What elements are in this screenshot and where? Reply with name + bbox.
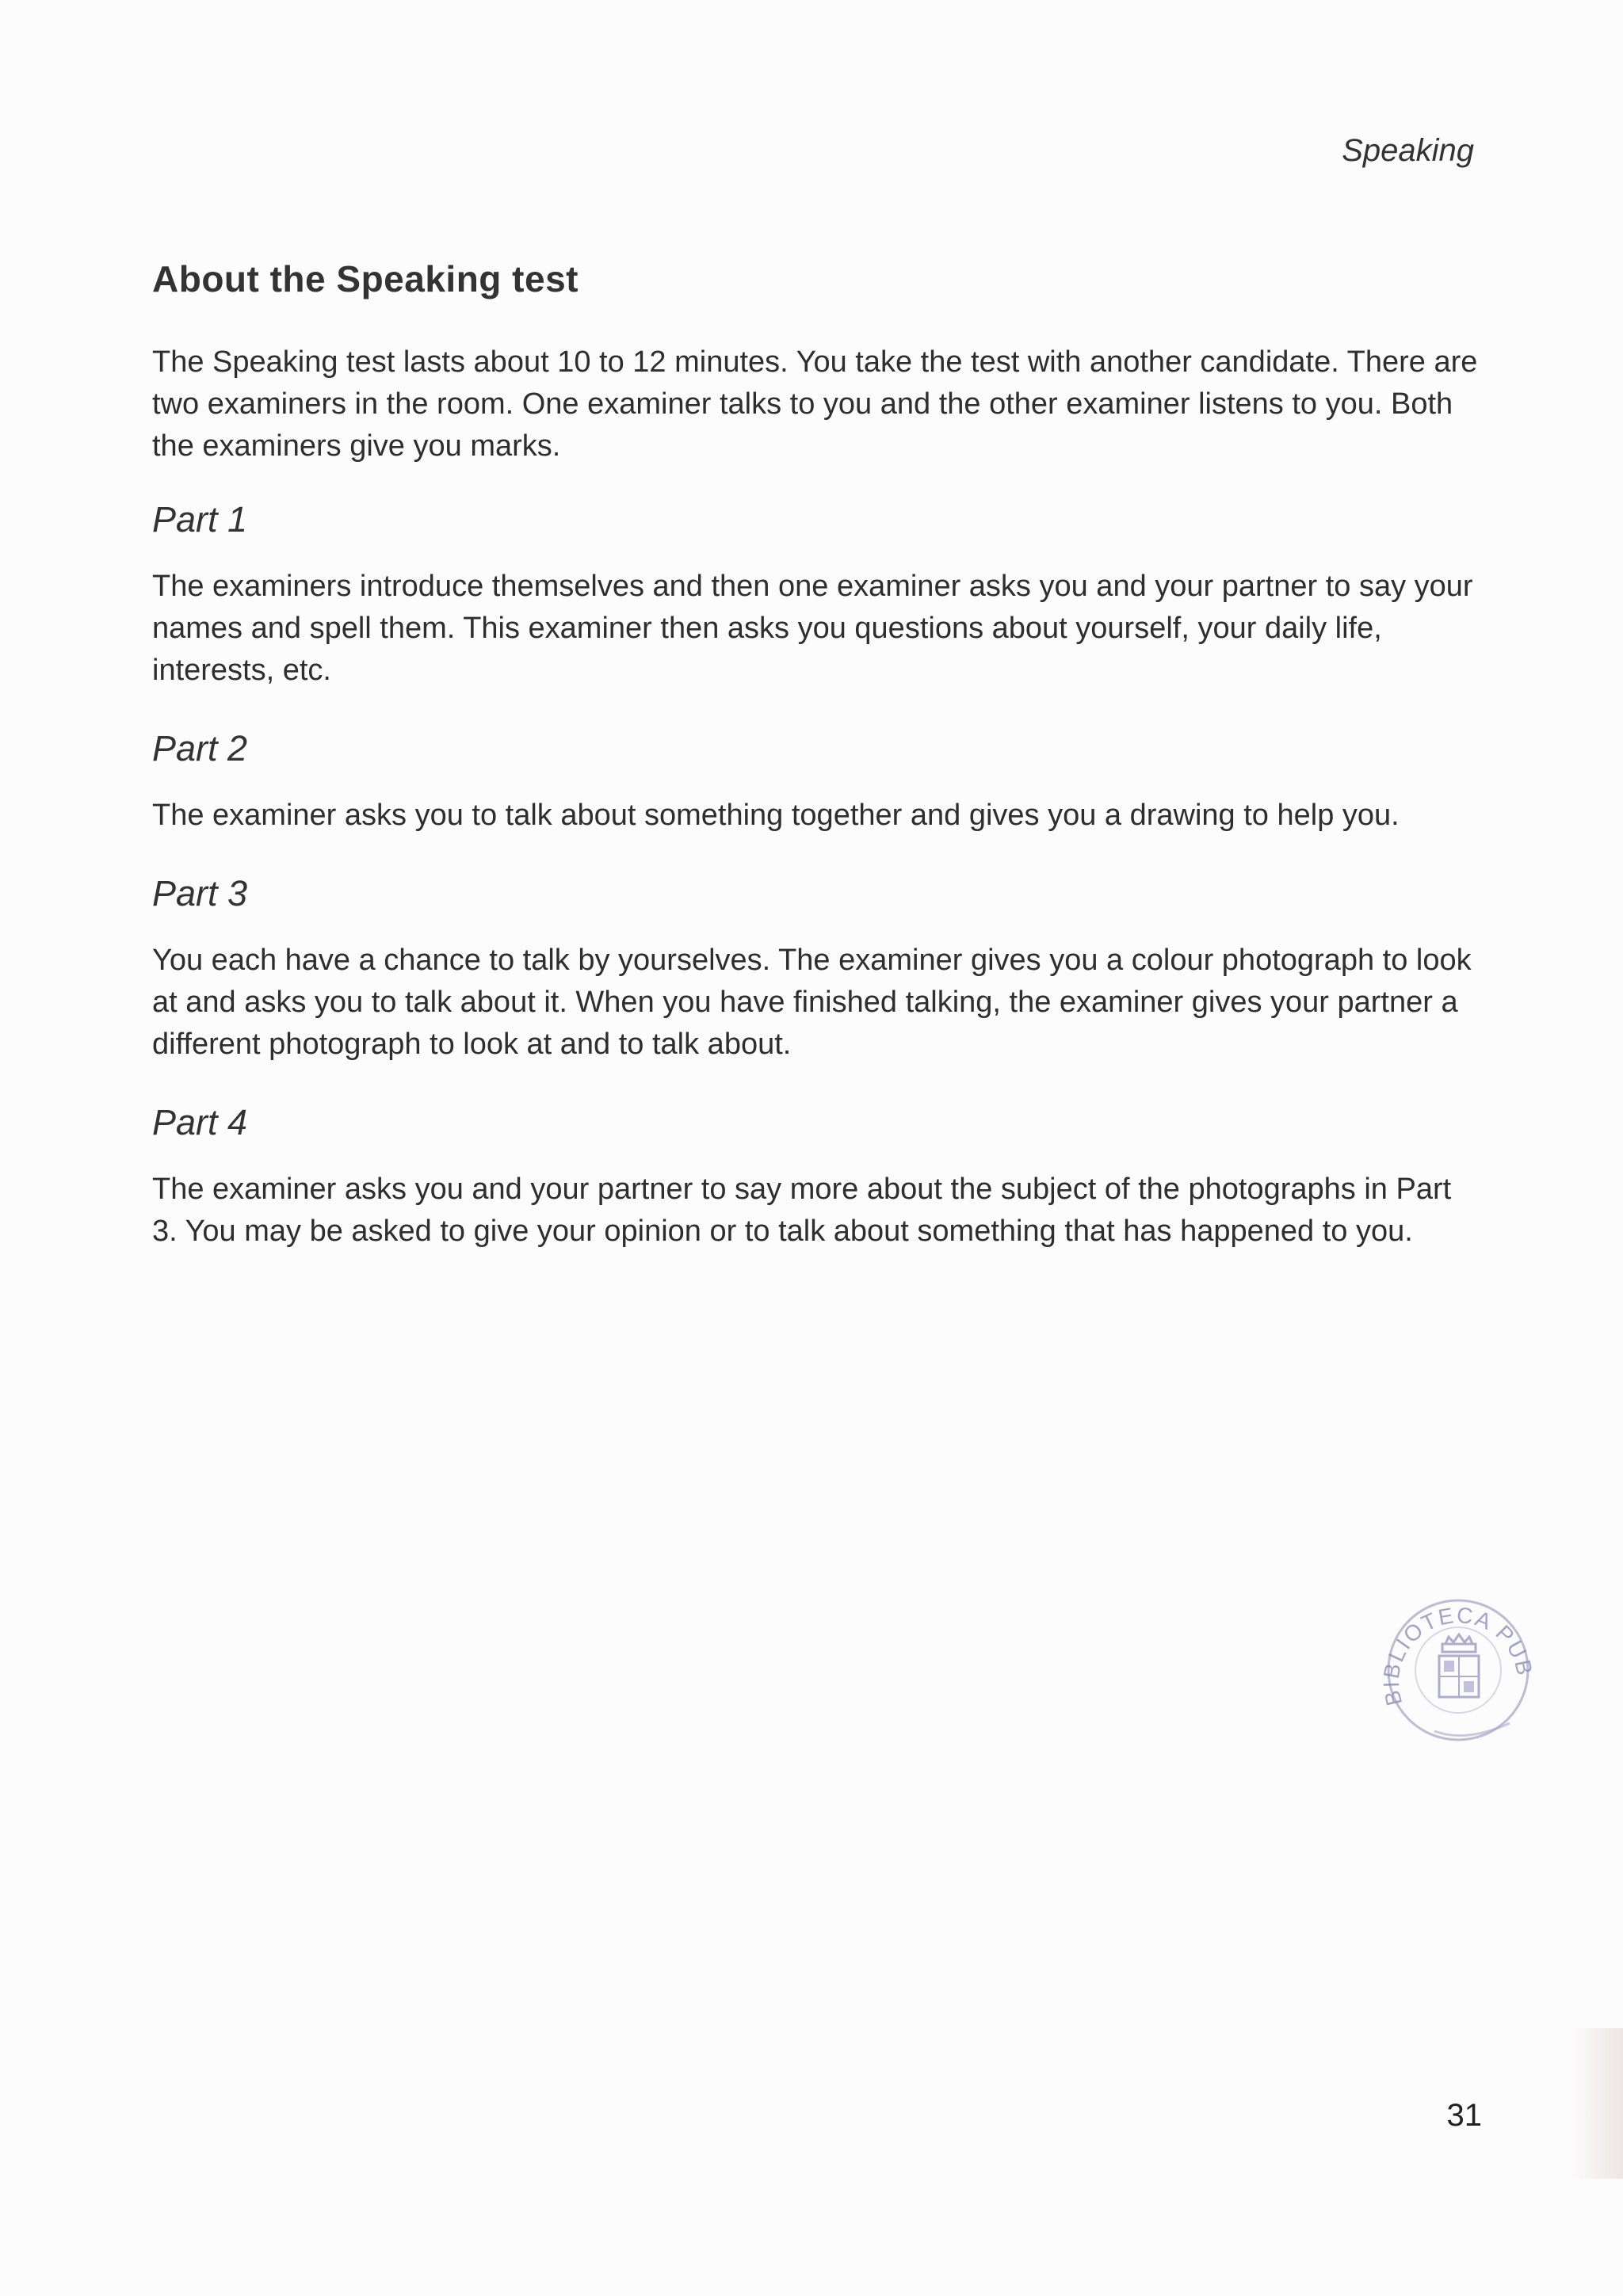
- section-part-1: [152, 496, 1484, 692]
- section-text: The examiner asks you to talk about something together and gives you a drawing to help you.: [152, 799, 1400, 832]
- library-stamp: [1379, 1585, 1537, 1751]
- intro-paragraph: The Speaking test lasts about 10 to 12 minutes. You take the test with another candidate. There are two examiners in the room. One examiner talks to you and the other examiner listens to you. Both the examiners give you marks.: [152, 345, 1478, 463]
- section-title: Part 4: [152, 1102, 248, 1142]
- section-title: Part 1: [152, 499, 248, 540]
- section-title: Part 3: [152, 873, 248, 913]
- section-part-4: [152, 1099, 1484, 1253]
- section-text: You each have a chance to talk by yourselves. The examiner gives you a colour photograph to look at and asks you to talk about it. When you have finished talking, the examiner gives your partner a different photograph to look at and to talk about.: [152, 944, 1472, 1061]
- page-number: 31: [1446, 2098, 1482, 2133]
- page-edge-shadow: [1568, 2028, 1623, 2179]
- section-title: Part 2: [152, 728, 248, 769]
- library-stamp-icon: [1379, 1585, 1537, 1751]
- svg-text:BIBLIOTECA PUBLIC: BIBLIOTECA PUB: [1379, 1602, 1537, 1708]
- main-content: [152, 257, 1484, 1286]
- page-heading: About the Speaking test: [152, 258, 579, 299]
- running-head: Speaking: [1342, 133, 1474, 168]
- section-part-2: [152, 725, 1484, 837]
- section-text: The examiners introduce themselves and then one examiner asks you and your partner to say your names and spell them. This examiner then asks you questions about yourself, your daily life, interests, etc.: [152, 570, 1473, 687]
- section-part-3: [152, 870, 1484, 1066]
- section-text: The examiner asks you and your partner to say more about the subject of the photographs in Part 3. You may be asked to give your opinion or to talk about something that has happened to you.: [152, 1173, 1452, 1248]
